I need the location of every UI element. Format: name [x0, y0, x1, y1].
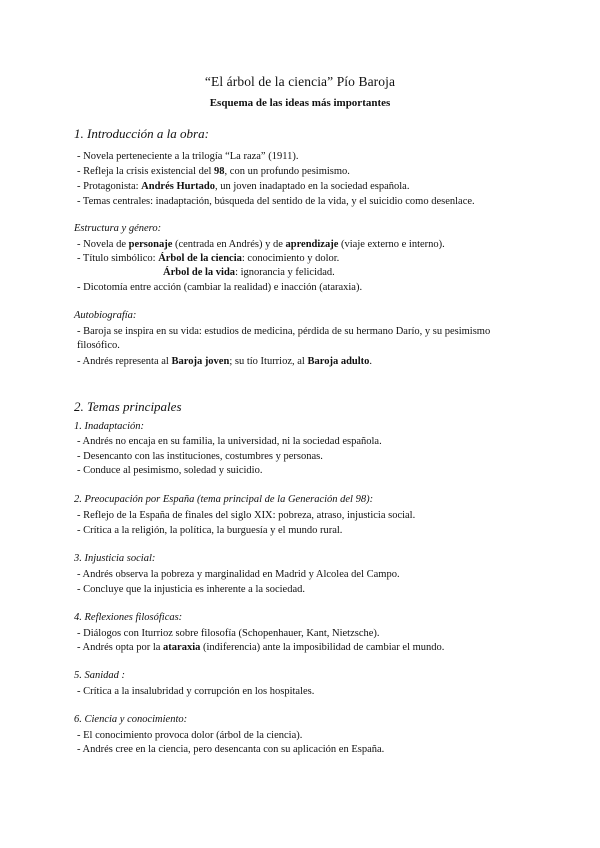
- list-item: - Temas centrales: inadaptación, búsqueda del sentido de la vida, y el suicidio como desenlace.: [77, 196, 475, 207]
- list-item: - Novela perteneciente a la trilogía “La raza” (1911).: [77, 151, 299, 162]
- list-item: - El conocimiento provoca dolor (árbol de la ciencia).: [77, 730, 303, 741]
- list-item: - Crítica a la insalubridad y corrupción en los hospitales.: [77, 686, 315, 697]
- list-item: - Desencanto con las instituciones, costumbres y personas.: [77, 451, 323, 462]
- list-item: - Conduce al pesimismo, soledad y suicidio.: [77, 465, 263, 476]
- section-heading-temas: 2. Temas principales: [74, 399, 182, 414]
- list-item: - Andrés no encaja en su familia, la universidad, ni la sociedad española.: [77, 436, 382, 447]
- document-title: “El árbol de la ciencia” Pío Baroja: [204, 74, 396, 89]
- list-item: - Crítica a la religión, la política, la burguesía y el mundo rural.: [77, 525, 343, 536]
- subsection-heading-ciencia: 6. Ciencia y conocimiento:: [74, 714, 188, 725]
- subsection-heading-espana: 2. Preocupación por España (tema principal de la Generación del 98):: [74, 494, 374, 505]
- subsection-heading-estructura: Estructura y género:: [74, 223, 162, 234]
- subsection-heading-autobiografia: Autobiografía:: [74, 310, 137, 321]
- list-item: - Título simbólico: Árbol de la ciencia: conocimiento y dolor.: [77, 253, 340, 264]
- list-item: - Protagonista: Andrés Hurtado, un joven inadaptado en la sociedad española.: [77, 181, 410, 192]
- list-item: - Baroja se inspira en su vida: estudios de medicina, pérdida de su hermano Darío, y su pesimismo filosófico.: [77, 326, 491, 351]
- list-item: - Andrés opta por la ataraxia (indiferencia) ante la imposibilidad de cambiar el mundo.: [77, 642, 445, 653]
- list-item: - Andrés cree en la ciencia, pero desencanta con su aplicación en España.: [77, 744, 385, 755]
- section-heading-introduccion: 1. Introducción a la obra:: [74, 126, 209, 141]
- subsection-heading-sanidad: 5. Sanidad :: [74, 670, 126, 681]
- list-item: - Novela de personaje (centrada en Andrés) y de aprendizaje (viaje externo e interno).: [77, 239, 445, 250]
- list-item: - Andrés observa la pobreza y marginalidad en Madrid y Alcolea del Campo.: [77, 569, 400, 580]
- list-item: - Refleja la crisis existencial del 98, con un profundo pesimismo.: [77, 166, 350, 177]
- list-item-continuation: Árbol de la vida: ignorancia y felicidad.: [163, 267, 335, 278]
- subsection-heading-reflexiones: 4. Reflexiones filosóficas:: [74, 612, 183, 623]
- list-item: - Andrés representa al Baroja joven; su tío Iturrioz, al Baroja adulto.: [77, 356, 373, 367]
- document-subtitle: Esquema de las ideas más importantes: [209, 97, 391, 109]
- list-item: - Diálogos con Iturrioz sobre filosofía (Schopenhauer, Kant, Nietzsche).: [77, 628, 380, 639]
- list-item: - Concluye que la injusticia es inherente a la sociedad.: [77, 584, 306, 595]
- subsection-heading-injusticia: 3. Injusticia social:: [74, 553, 156, 564]
- subsection-heading-inadaptacion: 1. Inadaptación:: [74, 421, 144, 432]
- list-item: - Reflejo de la España de finales del siglo XIX: pobreza, atraso, injusticia social.: [77, 510, 416, 521]
- list-item: - Dicotomía entre acción (cambiar la realidad) e inacción (ataraxia).: [77, 282, 363, 293]
